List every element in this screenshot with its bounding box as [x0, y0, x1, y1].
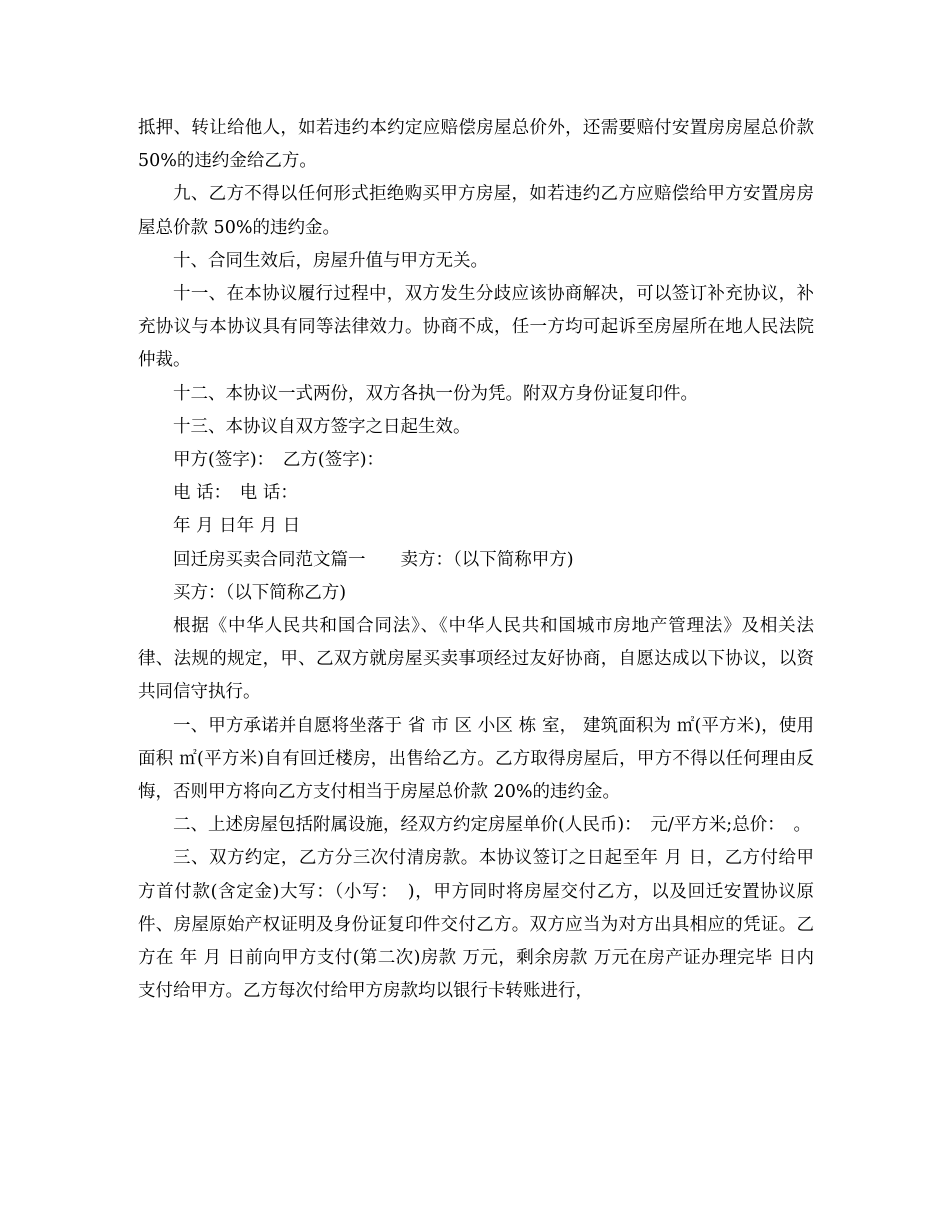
paragraph-preamble: 根据《中华人民共和国合同法》、《中华人民共和国城市房地产管理法》及相关法律、法规的规定，甲、乙双方就房屋买卖事项经过友好协商，自愿达成以下协议，以资共同信守执行。: [138, 616, 814, 703]
paragraph-clause-2: 二、上述房屋包括附属设施，经双方约定房屋单价(人民币)： 元/平方米;总价： 。: [173, 815, 811, 836]
paragraph-clause-1: 一、甲方承诺并自愿将坐落于 省 市 区 小区 栋 室， 建筑面积为 ㎡(平方米)，使用面积 ㎡(平方米)自有回迁楼房，出售给乙方。乙方取得房屋后，甲方不得以任何理由反悔，否则甲方将向乙方支付相当于房屋总价款 20%的违约金。: [138, 715, 814, 803]
contract-heading-seller: 回迁房买卖合同范文篇一 卖方：（以下简称甲方): [173, 549, 574, 570]
paragraph-continuation: 抵押、转让给他人，如若违约本约定应赔偿房屋总价外，还需要赔付安置房房屋总价款 50%的违约金给乙方。: [138, 118, 814, 172]
paragraph-clause-3: 三、双方约定，乙方分三次付清房款。本协议签订之日起至年 月 日，乙方付给甲方首付款(含定金)大写：（小写： )，甲方同时将房屋交付乙方，以及回迁安置协议原件、房屋原始产权证明及身份证复印件交付乙方。双方应当为对方出具相应的凭证。乙方在 年 月 日前向甲方支付(第二次)房款 万元，剩余房款 万元在房产证办理完毕 日内支付给甲方。乙方每次付给甲方房款均以银行卡转账进行，: [138, 848, 814, 1002]
date-line: 年 月 日年 月 日: [173, 516, 301, 537]
phone-line: 电 话： 电 话：: [173, 483, 298, 504]
paragraph-clause-9: 九、乙方不得以任何形式拒绝购买甲方房屋，如若违约乙方应赔偿给甲方安置房房屋总价款 50%的违约金。: [138, 184, 814, 238]
document-body: [138, 112, 814, 1008]
paragraph-clause-13: 十三、本协议自双方签字之日起生效。: [173, 416, 471, 437]
buyer-line: 买方：（以下简称乙方): [173, 582, 347, 603]
paragraph-clause-10: 十、合同生效后，房屋升值与甲方无关。: [173, 250, 488, 271]
paragraph-clause-11: 十一、在本协议履行过程中，双方发生分歧应该协商解决，可以签订补充协议，补充协议与本协议具有同等法律效力。协商不成，任一方均可起诉至房屋所在地人民法院仲裁。: [138, 284, 814, 371]
paragraph-clause-12: 十二、本协议一式两份，双方各执一份为凭。附双方身份证复印件。: [173, 383, 698, 404]
signature-line: 甲方(签字)： 乙方(签字)：: [173, 450, 385, 471]
